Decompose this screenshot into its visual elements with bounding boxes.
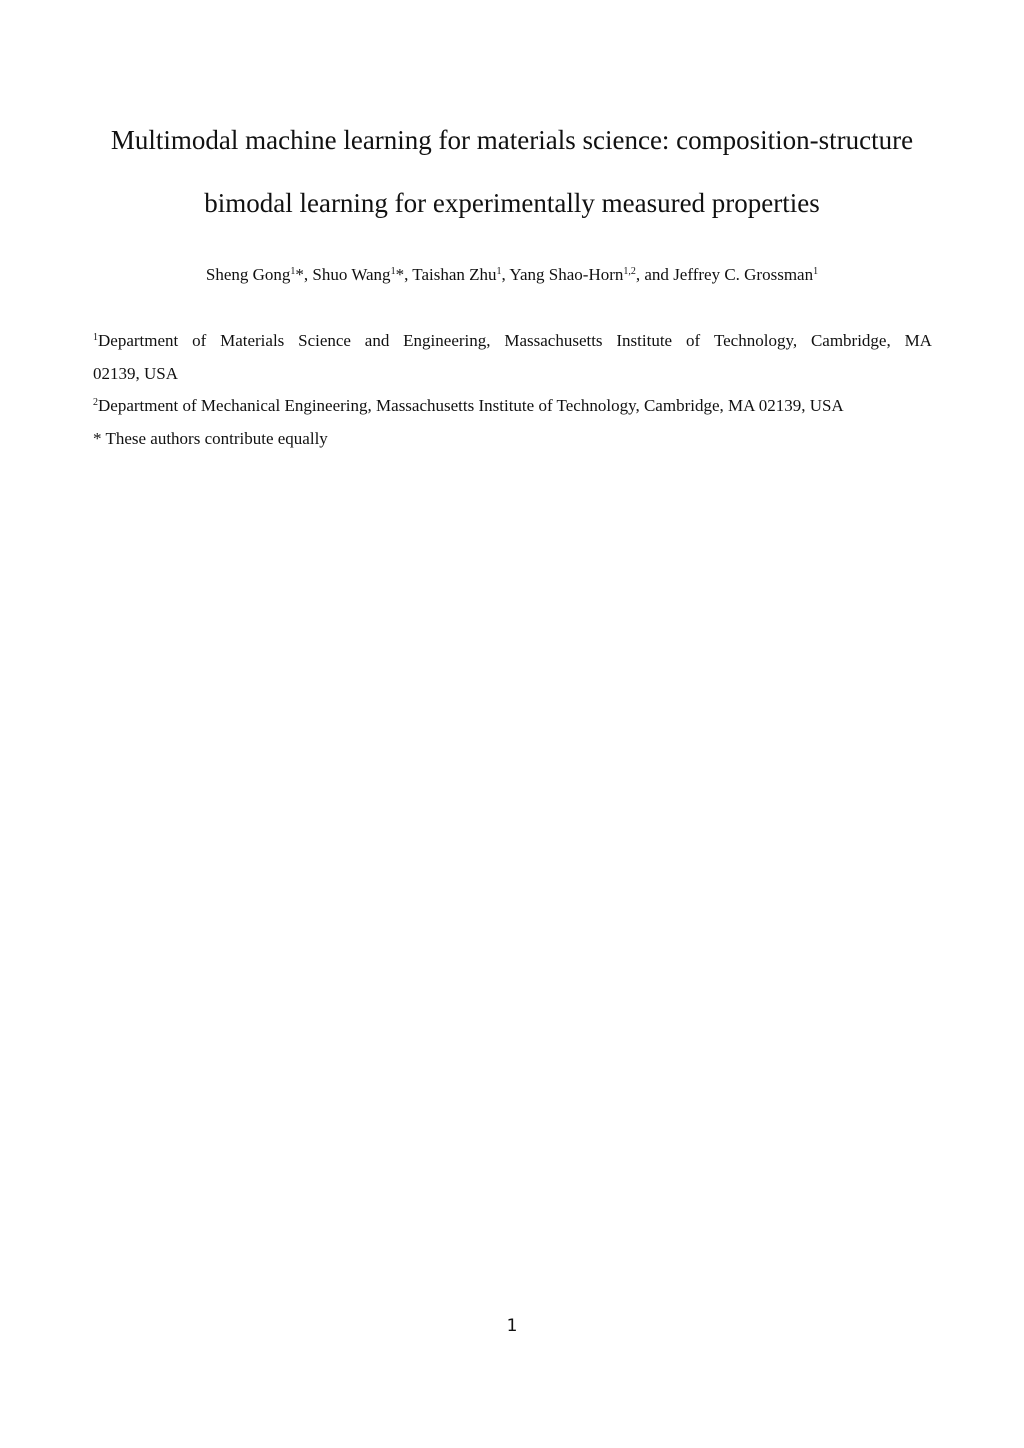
author-affiliation-marker: 1 [290,266,296,277]
author-name: Yang Shao-Horn [509,265,624,284]
affiliation-word: $^1$Department [93,331,179,350]
equal-contribution-mark: * [295,265,304,284]
paper-title-line-2: bimodal learning for experimentally measured properties [204,188,820,218]
author-name: Jeffrey C. Grossman [673,265,814,284]
author-affiliation-marker: 1 [390,266,396,277]
affiliation-word: MA [904,331,932,350]
affiliation-word: Engineering, [403,331,491,350]
affiliation-word: of [192,331,207,350]
affiliation-2 [93,395,932,417]
author-separator: , [404,265,413,284]
affiliation-word: and [364,331,390,350]
affiliation-1 [93,330,932,352]
author-separator: , [303,265,313,284]
affiliation-word: Materials [220,331,285,350]
affiliation-1-continuation: 02139, USA [93,364,179,383]
author-separator: , and [635,265,674,284]
affiliation-word: Technology, [713,331,798,350]
affiliation-text: Department of Mechanical Engineering, Massachusetts Institute of Technology, Cambridge, MA 02139, USA [98,396,844,415]
author-name: Shuo Wang [312,265,391,284]
author-name: Sheng Gong [205,265,291,284]
affiliation-marker: 1 [93,332,98,343]
author-affiliation-marker: 1 [496,266,502,277]
author-name: Taishan Zhu [412,265,497,284]
affiliation-word: Institute [616,331,673,350]
page-number: 1 [506,1316,518,1336]
author-affiliation-marker: 1,2 [623,266,636,277]
author-affiliation-marker: 1 [813,266,819,277]
equal-contribution-note: * These authors contribute equally [93,429,328,448]
equal-contribution-mark: * [395,265,405,284]
affiliation-marker: 2 [93,397,98,408]
paper-title-line-1: Multimodal machine learning for materials science: composition-structure [110,125,914,155]
author-list [0,264,1024,286]
affiliation-word: Cambridge, [810,331,891,350]
affiliation-word: of [685,331,701,350]
affiliation-word: Science [298,331,351,350]
affiliation-word: Massachusetts [504,331,603,350]
author-separator: , [501,265,510,284]
